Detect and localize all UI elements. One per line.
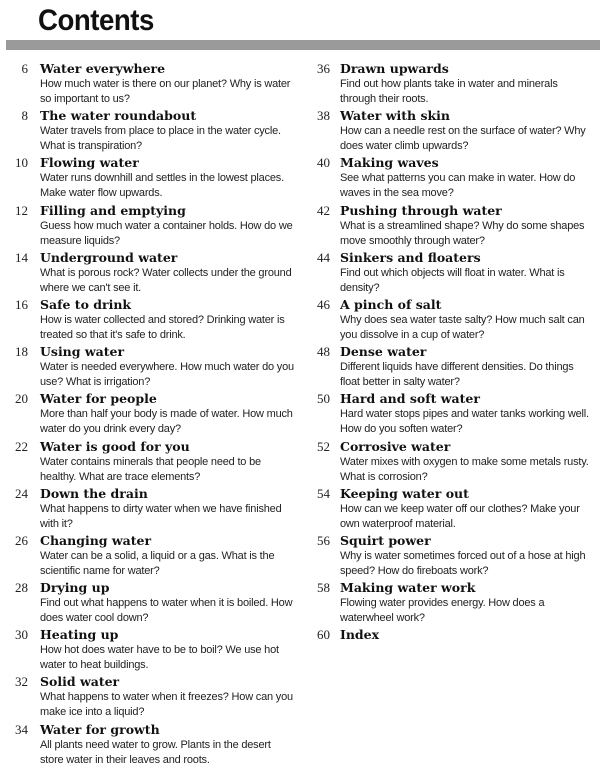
entry-description: Water runs downhill and settles in the lowest places. Make water flow upwards. (40, 172, 284, 200)
entry-title: Making waves (340, 155, 439, 171)
entry-title: Hard and soft water (340, 391, 480, 407)
entry-description: See what patterns you can make in water. How do waves in the sea move? (340, 172, 576, 200)
entry-description: Why is water sometimes forced out of a hose at high speed? How do fireboats work? (340, 549, 586, 577)
contents-entry (300, 343, 590, 390)
page-number: 34 (15, 721, 28, 737)
contents-entry (300, 202, 590, 249)
entry-description: Find out what happens to water when it is boiled. How does water cool down? (40, 597, 293, 625)
page-number: 38 (317, 108, 330, 124)
title-divider (6, 40, 600, 50)
entry-description: Hard water stops pipes and water tanks working well. How do you soften water? (340, 408, 589, 436)
entry-title: Safe to drink (40, 296, 132, 312)
entry-title: Down the drain (40, 485, 148, 501)
contents-entry (300, 579, 590, 626)
contents-entry (300, 532, 590, 579)
entry-description: Water mixes with oxygen to make some metals rusty. What is corrosion? (340, 455, 589, 483)
entry-title: Water is good for you (40, 438, 190, 454)
page-number: 20 (15, 391, 28, 407)
page-number: 36 (317, 61, 330, 76)
entry-title: Corrosive water (340, 438, 451, 454)
entry-description: What is a streamlined shape? Why do some shapes move smoothly through water? (340, 219, 585, 247)
entry-description: How can a needle rest on the surface of water? Why does water climb upwards? (340, 125, 586, 153)
contents-entry (300, 154, 590, 201)
page-number: 30 (15, 627, 28, 643)
page-number: 46 (317, 296, 330, 312)
contents-entry (0, 343, 294, 390)
page-number: 48 (317, 344, 330, 360)
entry-title: Filling and emptying (40, 202, 186, 218)
entry-description: Flowing water provides energy. How does a waterwheel work? (340, 597, 545, 625)
contents-entry (0, 60, 290, 107)
entry-description: Guess how much water a container holds. How do we measure liquids? (40, 219, 293, 247)
entry-description: What happens to water when it freezes? How can you make ice into a liquid? (40, 691, 293, 719)
entry-description: How much water is there on our planet? Why is water so important to us? (40, 78, 291, 105)
entry-title: Flowing water (40, 155, 139, 171)
entry-title: Index (340, 627, 380, 643)
entry-description: Find out how plants take in water and minerals through their roots. (340, 78, 558, 105)
contents-right-column (300, 60, 590, 673)
contents-entry (300, 485, 590, 532)
contents-entry (0, 107, 290, 154)
contents-entry (0, 485, 290, 532)
page-number: 18 (15, 344, 28, 360)
entry-title: Changing water (40, 532, 152, 548)
entry-title: Drawn upwards (340, 61, 449, 76)
entry-description: Water is needed everywhere. How much water do you use? What is irrigation? (40, 361, 294, 389)
page-number: 12 (15, 202, 28, 218)
entry-title: Water everywhere (40, 61, 166, 76)
entry-title: A pinch of salt (340, 296, 442, 312)
contents-entry (300, 60, 590, 107)
page-number: 28 (15, 580, 28, 596)
entry-title: Water for people (40, 391, 157, 407)
entry-title: Water for growth (40, 721, 160, 737)
contents-entry (300, 296, 590, 343)
page-number: 24 (15, 485, 28, 501)
entry-title: Sinkers and floaters (340, 249, 481, 265)
contents-entry (0, 673, 293, 720)
entry-description: What happens to dirty water when we have finished with it? (40, 502, 282, 530)
entry-description: Find out which objects will float in water. What is density? (340, 266, 565, 294)
page-number: 6 (21, 61, 28, 76)
entry-description: What is porous rock? Water collects under the ground where we can't see it. (40, 266, 292, 294)
entry-title: Squirt power (340, 532, 431, 548)
page-number: 52 (317, 438, 330, 454)
contents-entry (0, 154, 290, 201)
contents-entry (300, 390, 590, 437)
entry-description: How is water collected and stored? Drinking water is treated so that it's safe to drink. (40, 313, 285, 341)
contents-left-column (0, 60, 294, 768)
page-number: 40 (317, 155, 330, 171)
entry-description: Different liquids have different densities. Do things float better in salty water? (340, 361, 574, 389)
page-number: 42 (317, 202, 330, 218)
entry-title: Drying up (40, 580, 110, 596)
entry-title: Water with skin (340, 108, 450, 124)
contents-entry (300, 107, 590, 154)
entry-title: The water roundabout (40, 108, 197, 124)
page-number: 58 (317, 580, 330, 596)
page-number: 14 (15, 249, 28, 265)
contents-entry (0, 390, 293, 437)
contents-entry (0, 721, 290, 768)
entry-description: Water travels from place to place in the water cycle. What is transpiration? (40, 125, 281, 153)
entry-description: All plants need water to grow. Plants in the desert store water in their leaves and roots. (40, 738, 271, 766)
page-number: 54 (317, 485, 330, 501)
entry-title: Making water work (340, 580, 476, 596)
contents-entry (300, 626, 590, 673)
page-number: 10 (15, 155, 28, 171)
page-number: 56 (317, 532, 330, 548)
contents-entry (300, 438, 590, 485)
entry-title: Solid water (40, 674, 120, 690)
entry-description: How can we keep water off our clothes? Make your own waterproof material. (340, 502, 580, 530)
page-number: 8 (21, 108, 28, 124)
page-number: 26 (15, 532, 28, 548)
page-number: 44 (317, 249, 330, 265)
contents-entry (0, 438, 290, 485)
page-number: 50 (317, 391, 330, 407)
entry-description: Water contains minerals that people need to be healthy. What are trace elements? (40, 455, 261, 483)
entry-title: Keeping water out (340, 485, 469, 501)
entry-description: More than half your body is made of water. How much water do you drink every day? (40, 408, 293, 436)
contents-entry (0, 249, 290, 296)
entry-title: Heating up (40, 627, 119, 643)
contents-entry (0, 532, 290, 579)
page-number: 60 (317, 627, 330, 643)
entry-title: Using water (40, 344, 125, 360)
contents-entry (0, 202, 293, 249)
page-title: Contents (38, 4, 154, 37)
entry-description: Water can be a solid, a liquid or a gas. What is the scientific name for water? (40, 549, 275, 577)
page-number: 16 (15, 296, 28, 312)
entry-title: Dense water (340, 344, 427, 360)
page-number: 22 (15, 438, 28, 454)
contents-entry (0, 579, 293, 626)
page-number: 32 (15, 674, 28, 690)
contents-entry (0, 296, 290, 343)
entry-description: How hot does water have to be to boil? We use hot water to heat buildings. (40, 644, 279, 672)
contents-entry (300, 249, 590, 296)
entry-title: Pushing through water (340, 202, 502, 218)
entry-description: Why does sea water taste salty? How much salt can you dissolve in a cup of water? (340, 313, 585, 341)
entry-title: Underground water (40, 249, 178, 265)
contents-entry (0, 626, 290, 673)
